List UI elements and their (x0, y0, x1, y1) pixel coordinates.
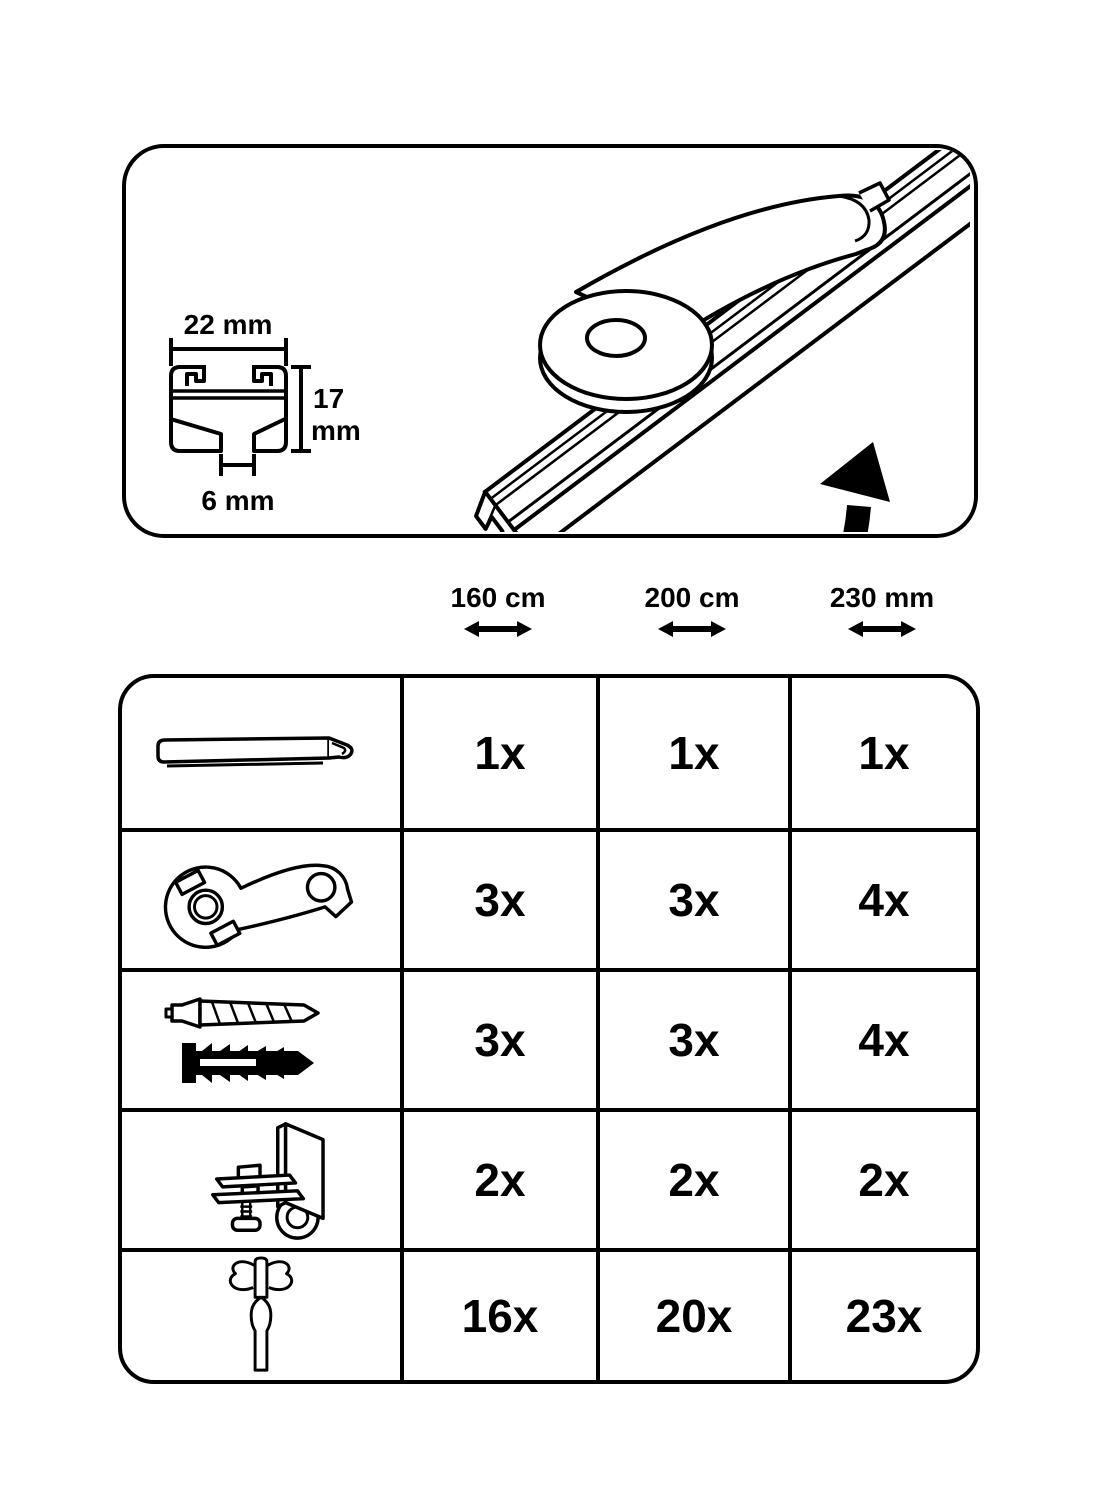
mounting-bracket-icon (149, 846, 374, 954)
count-cell (788, 678, 976, 828)
size-label: 160 cm (450, 582, 546, 613)
rail-cross-section-diagram (154, 294, 404, 526)
count-value: 3x (668, 1014, 720, 1066)
dim-width-label: 22 mm (183, 309, 273, 340)
size-label: 230 mm (829, 582, 935, 613)
count-value: 4x (858, 1014, 910, 1066)
profile-left-hook (187, 367, 204, 384)
count-value: 1x (474, 727, 526, 779)
end-stop-clamp-icon (186, 1116, 336, 1244)
count-value: 2x (668, 1154, 720, 1206)
part-cell-bracket (122, 828, 400, 968)
count-value: 4x (858, 874, 910, 926)
screw (166, 999, 318, 1027)
dim-height-bracket (293, 367, 309, 451)
dim-height-label-2: mm (311, 415, 361, 446)
screw-wall-plug-icon (156, 985, 366, 1095)
rail-profile-panel (122, 144, 978, 538)
count-cell (788, 968, 976, 1108)
count-value: 3x (474, 874, 526, 926)
count-value: 3x (474, 1014, 526, 1066)
count-cell (788, 1108, 976, 1248)
count-cell (596, 1248, 788, 1380)
size-label: 200 cm (644, 582, 740, 613)
part-cell-glider (122, 1248, 400, 1380)
count-cell (596, 828, 788, 968)
dim-slot-label: 6 mm (201, 485, 275, 516)
wall-plug (182, 1043, 314, 1083)
count-cell (400, 968, 596, 1108)
count-cell (596, 968, 788, 1108)
part-cell-screw-plug (122, 968, 400, 1108)
count-value: 2x (474, 1154, 526, 1206)
curtain-glider-icon (215, 1254, 307, 1378)
count-cell (788, 828, 976, 968)
rotate-arrow-icon (756, 442, 890, 532)
profile-shelf (174, 391, 283, 398)
profile-right-hook (254, 367, 271, 384)
dim-height-label-1: 17 (313, 383, 345, 414)
count-value: 1x (858, 727, 910, 779)
size-header-160 (413, 584, 583, 643)
part-cell-endstop (122, 1108, 400, 1248)
double-arrow-icon (413, 620, 583, 643)
size-header-230 (797, 584, 967, 643)
count-value: 1x (668, 727, 720, 779)
count-cell (400, 1248, 596, 1380)
rail-3d-illustration (426, 150, 970, 532)
double-arrow-icon (797, 620, 967, 643)
count-value: 23x (845, 1290, 923, 1342)
parts-quantity-table (118, 674, 980, 1384)
part-cell-rail (122, 678, 400, 828)
count-value: 20x (655, 1290, 733, 1342)
count-cell (400, 828, 596, 968)
count-cell (788, 1248, 976, 1380)
washer-hole (587, 320, 645, 356)
count-cell (596, 1108, 788, 1248)
count-value: 2x (858, 1154, 910, 1206)
count-cell (400, 1108, 596, 1248)
dim-width-bracket (171, 340, 286, 364)
dim-slot-bracket (221, 456, 254, 474)
double-arrow-icon (607, 620, 777, 643)
count-value: 3x (668, 874, 720, 926)
curtain-rail-icon (151, 730, 371, 776)
count-cell (400, 678, 596, 828)
size-header-200 (607, 584, 777, 643)
count-value: 16x (461, 1290, 539, 1342)
count-cell (596, 678, 788, 828)
